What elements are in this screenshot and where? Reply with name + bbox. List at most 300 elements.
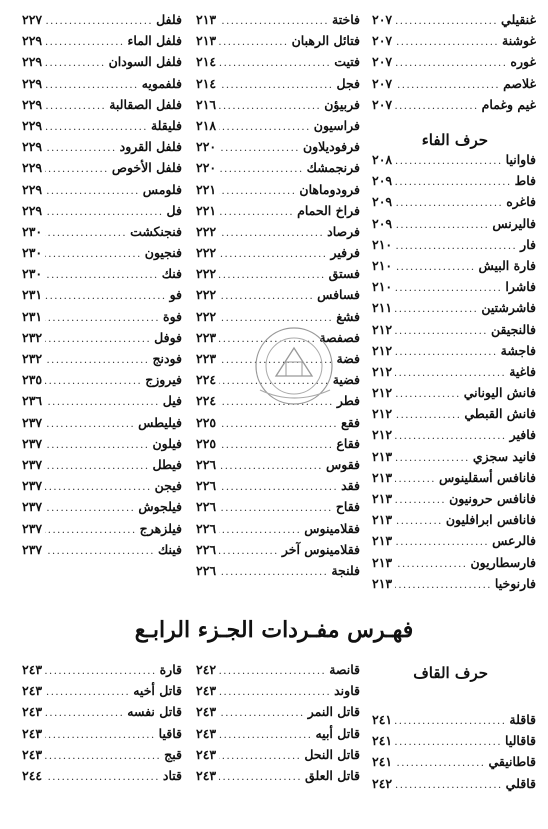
index-entry (22, 327, 182, 348)
dot-leader (45, 725, 156, 744)
dot-leader (219, 541, 279, 560)
entry-page-number: ٢٣١ (22, 287, 43, 303)
index-entry (196, 179, 360, 200)
dot-leader (395, 775, 503, 794)
entry-page-number: ٢١٢ (372, 342, 393, 358)
entry-term: فاغية (509, 363, 536, 379)
entry-term: فيلجوش (138, 499, 182, 515)
dot-leader (395, 490, 446, 509)
index-entry (372, 488, 536, 509)
index-entry (372, 170, 536, 191)
entry-term: قبج (164, 746, 182, 762)
index-entry (372, 424, 536, 445)
entry-page-number: ٢٢٢ (196, 266, 217, 282)
entry-page-number: ٢١٣ (372, 533, 393, 549)
entry-term: فانافس ابرافليون (445, 512, 536, 528)
entry-page-number: ٢٤٢ (196, 662, 217, 677)
entry-term: فنجيون (144, 245, 182, 261)
entry-term: فانش القبطي (464, 406, 536, 422)
index-entry (22, 157, 182, 178)
entry-page-number: ٢٣٧ (22, 456, 43, 472)
entry-term: فستق (328, 266, 360, 282)
entry-page-number: ٢٣٧ (22, 435, 43, 451)
entry-term: فيلون (152, 435, 182, 451)
entry-term: فرصاد (327, 223, 360, 239)
index-entry (196, 157, 360, 178)
entry-term: فل (166, 202, 182, 218)
entry-page-number: ٢٢٦ (196, 478, 217, 494)
entry-term: قاطانيقي (488, 754, 536, 770)
index-entry (196, 454, 360, 475)
dot-leader (219, 96, 321, 115)
entry-page-number: ٢٢٤ (196, 393, 217, 409)
entry-page-number: ٢٣٠ (22, 245, 43, 261)
entry-term: قاقلي (505, 775, 536, 791)
dot-leader (395, 384, 461, 403)
dot-leader (395, 342, 497, 361)
dot-leader (45, 96, 106, 115)
index-entry (22, 701, 182, 722)
entry-page-number: ٢٢٤ (196, 372, 217, 388)
index-entry (372, 509, 536, 530)
entry-term: فتيت (334, 54, 360, 70)
entry-term: فراسيون (313, 117, 360, 133)
index-entry (372, 94, 536, 115)
entry-term: فوة (163, 308, 182, 324)
index-entry (22, 221, 182, 242)
entry-page-number: ٢٢٦ (196, 499, 217, 515)
dot-leader (45, 456, 149, 475)
entry-term: قاوند (334, 683, 360, 699)
entry-term: فاليرنس (492, 215, 536, 231)
entry-page-number: ٢١٤ (196, 54, 217, 70)
index-entry (22, 496, 182, 517)
middle-column (196, 9, 360, 581)
dot-leader (45, 746, 161, 765)
dot-leader (395, 753, 485, 772)
entry-term: فلفل السودان (108, 54, 182, 70)
index-entry (196, 73, 360, 94)
section-heading-fa: حرف الفاء (421, 131, 488, 149)
entry-page-number: ٢٢٩ (22, 202, 43, 218)
dot-leader (219, 53, 331, 72)
entry-term: فيطل (152, 456, 182, 472)
index-entry (22, 765, 182, 786)
dot-leader (219, 138, 300, 157)
entry-page-number: ٢٤٢ (372, 775, 393, 791)
dot-leader (219, 11, 329, 30)
index-entry (22, 136, 182, 157)
entry-page-number: ٢٠٩ (372, 173, 393, 189)
entry-page-number: ٢٣٧ (22, 478, 43, 494)
right-column-top (372, 9, 536, 115)
entry-page-number: ٢١٣ (372, 448, 393, 464)
entry-page-number: ٢٤١ (372, 754, 393, 770)
index-entry (372, 340, 536, 361)
entry-term: قتاد (162, 767, 182, 783)
entry-page-number: ٢٢٢ (196, 223, 217, 239)
entry-term: فيجن (154, 478, 182, 494)
index-entry (372, 382, 536, 403)
entry-term: فاشرا (505, 279, 536, 295)
dot-leader (45, 202, 163, 221)
entry-page-number: ٢٢٩ (22, 139, 43, 155)
index-entry (196, 242, 360, 263)
index-entry (372, 751, 536, 772)
dot-leader (219, 32, 288, 51)
section-heading-qaf: حرف القاف (413, 664, 488, 682)
index-entry (22, 242, 182, 263)
index-entry (22, 518, 182, 539)
entry-page-number: ٢١٢ (372, 427, 393, 443)
entry-page-number: ٢١٣ (372, 512, 393, 528)
entry-term: غوشنة (502, 33, 536, 49)
dot-leader (219, 414, 338, 433)
dot-leader (395, 151, 502, 170)
entry-term: فاوانيا (505, 152, 536, 167)
entry-page-number: ٢٠٩ (372, 194, 393, 210)
dot-leader (45, 703, 124, 722)
dot-leader (45, 329, 151, 348)
dot-leader (45, 498, 135, 517)
entry-page-number: ٢٣٧ (22, 499, 43, 515)
right-column-fa (372, 149, 536, 594)
entry-term: فرفير (330, 245, 360, 261)
entry-term: فطر (336, 393, 360, 409)
entry-term: فلنجة (331, 562, 360, 578)
index-entry (22, 73, 182, 94)
dot-leader (219, 265, 326, 284)
dot-leader (395, 257, 475, 276)
dot-leader (219, 223, 324, 242)
entry-term: فلفل الصقالبة (109, 96, 182, 112)
index-entry (22, 306, 182, 327)
entry-term: فارسطاريون (470, 554, 536, 570)
dot-leader (219, 286, 314, 305)
library-seal-watermark (246, 318, 342, 414)
entry-page-number: ٢٢٢ (196, 287, 217, 303)
index-entry (22, 744, 182, 765)
dot-leader (45, 350, 149, 369)
entry-page-number: ٢٢٩ (22, 117, 43, 133)
index-entry (22, 659, 182, 680)
dot-leader (45, 32, 124, 51)
dot-leader (45, 308, 160, 327)
entry-term: غنقيلي (501, 12, 536, 27)
entry-page-number: ٢٠٨ (372, 152, 393, 167)
dot-leader (395, 215, 489, 234)
entry-page-number: ٢٠٧ (372, 12, 393, 27)
entry-page-number: ٢١٦ (196, 96, 217, 112)
dot-leader (45, 392, 160, 411)
index-entry (372, 297, 536, 318)
entry-term: فيروزج (145, 372, 182, 388)
dot-leader (219, 725, 312, 744)
index-entry (22, 412, 182, 433)
entry-term: فالرعس (492, 533, 536, 549)
index-entry (196, 200, 360, 221)
entry-term: فافير (509, 427, 536, 443)
entry-page-number: ٢٤٣ (22, 683, 43, 699)
entry-page-number: ٢٢٦ (196, 541, 217, 557)
entry-term: فلومس (142, 181, 182, 197)
dot-leader (45, 286, 166, 305)
index-entry (22, 263, 182, 284)
entry-page-number: ٢٢٠ (196, 139, 217, 155)
dot-leader (395, 554, 467, 573)
index-entry (22, 30, 182, 51)
index-entry (22, 390, 182, 411)
entry-term: غيم وغمام (481, 96, 536, 112)
index-entry (196, 412, 360, 433)
entry-term: فاط (514, 173, 536, 189)
entry-term: قاتل النمر (307, 704, 360, 720)
entry-page-number: ٢٣٠ (22, 223, 43, 239)
index-entry (372, 403, 536, 424)
entry-term: قاقاليا (505, 733, 536, 749)
index-entry (22, 539, 182, 560)
entry-page-number: ٢٢٣ (196, 329, 217, 345)
entry-page-number: ٢١٠ (372, 257, 393, 273)
entry-page-number: ٢١٣ (372, 469, 393, 485)
dot-leader (219, 181, 296, 200)
entry-page-number: ٢٣٧ (22, 520, 43, 536)
entry-page-number: ٢٣٢ (22, 329, 43, 345)
dot-leader (219, 75, 333, 94)
index-entry (22, 9, 182, 30)
dot-leader (395, 96, 479, 115)
dot-leader (219, 159, 304, 178)
entry-page-number: ٢٣٧ (22, 414, 43, 430)
entry-page-number: ٢٤٣ (196, 767, 217, 783)
index-entry (196, 701, 360, 722)
entry-page-number: ٢٢٠ (196, 160, 217, 176)
entry-term: فقلامينوس (304, 520, 360, 536)
dot-leader (45, 117, 148, 136)
index-entry (372, 30, 536, 51)
dot-leader (45, 11, 153, 30)
index-entry (22, 433, 182, 454)
dot-leader (395, 575, 492, 594)
entry-page-number: ٢٣٠ (22, 266, 43, 282)
index-entry (22, 348, 182, 369)
dot-leader (395, 711, 506, 730)
index-entry (372, 73, 536, 94)
dot-leader (395, 532, 489, 551)
entry-term: فوفل (154, 329, 182, 345)
index-entry (22, 723, 182, 744)
index-entry (372, 573, 536, 594)
entry-term: فجل (336, 75, 360, 91)
index-entry (372, 276, 536, 297)
index-entry (196, 115, 360, 136)
entry-page-number: ٢١٠ (372, 279, 393, 295)
index-entry (22, 284, 182, 305)
entry-page-number: ٢٤٣ (196, 704, 217, 720)
dot-leader (219, 456, 323, 475)
index-entry (372, 467, 536, 488)
entry-page-number: ٢٤٣ (196, 683, 217, 699)
index-entry (372, 149, 536, 170)
entry-page-number: ٢٢٩ (22, 75, 43, 91)
index-entry (196, 496, 360, 517)
entry-term: فسافس (317, 287, 360, 303)
index-entry (22, 115, 182, 136)
entry-term: فانافس أسقلينوس (438, 469, 536, 485)
entry-page-number: ٢٢٧ (22, 12, 43, 27)
entry-term: فلفمويه (141, 75, 182, 91)
entry-term: فو (169, 287, 182, 303)
dot-leader (45, 682, 130, 701)
dot-leader (45, 223, 127, 242)
dot-leader (219, 703, 305, 722)
entry-term: فودنج (152, 351, 182, 366)
dot-leader (219, 767, 302, 786)
entry-term: فليقلة (150, 117, 182, 133)
index-entry (372, 773, 536, 794)
index-entry (196, 539, 360, 560)
index-entry (196, 9, 360, 30)
entry-page-number: ٢٤٣ (22, 725, 43, 741)
index-entry (196, 659, 360, 680)
dot-leader (395, 53, 507, 72)
index-entry (22, 179, 182, 200)
entry-page-number: ٢٢٩ (22, 160, 43, 176)
entry-term: قانصة (329, 662, 360, 677)
dot-leader (45, 520, 137, 539)
dot-leader (45, 371, 142, 390)
index-entry (196, 136, 360, 157)
dot-leader (45, 661, 156, 680)
entry-term: فرنجمشك (306, 160, 360, 176)
entry-page-number: ٢٢٥ (196, 414, 217, 430)
entry-page-number: ٢٠٧ (372, 75, 393, 91)
dot-leader (395, 405, 461, 424)
entry-page-number: ٢١٣ (196, 12, 217, 27)
index-entry (22, 369, 182, 390)
dot-leader (395, 448, 470, 467)
entry-page-number: ٢٤١ (372, 733, 393, 749)
dot-leader (395, 469, 436, 488)
dot-leader (395, 363, 506, 382)
entry-page-number: ٢١٣ (372, 575, 393, 591)
dot-leader (395, 172, 511, 191)
index-entry (372, 552, 536, 573)
index-entry (22, 680, 182, 701)
entry-page-number: ٢٣٦ (22, 393, 43, 409)
qaf-middle-column (196, 659, 360, 786)
dot-leader (45, 414, 135, 433)
entry-term: فضة (336, 351, 360, 366)
dot-leader (395, 732, 502, 751)
entry-page-number: ٢١٠ (372, 236, 393, 252)
index-entry (372, 213, 536, 234)
entry-page-number: ٢٢٥ (196, 435, 217, 451)
index-entry (372, 730, 536, 751)
dot-leader (219, 746, 301, 765)
left-column (22, 9, 182, 560)
index-entry (372, 9, 536, 30)
index-entry (196, 284, 360, 305)
index-entry (22, 94, 182, 115)
dot-leader (45, 75, 139, 94)
qaf-right-column (372, 709, 536, 794)
entry-page-number: ٢٠٧ (372, 54, 393, 70)
index-entry (22, 475, 182, 496)
entry-term: قاتل أبيه (315, 725, 360, 741)
index-entry (372, 191, 536, 212)
entry-term: فلفل القرود (119, 139, 182, 155)
dot-leader (219, 244, 327, 263)
entry-term: فربيؤن (324, 96, 360, 112)
dot-leader (219, 477, 338, 496)
entry-term: فلفل الأخوص (111, 160, 182, 176)
entry-term: فار (520, 236, 536, 252)
index-entry (196, 765, 360, 786)
dot-leader (219, 202, 294, 221)
entry-page-number: ٢٤٣ (22, 662, 43, 677)
dot-leader (45, 477, 152, 496)
dot-leader (45, 53, 105, 72)
index-entry (22, 454, 182, 475)
entry-term: فقاح (335, 499, 360, 515)
index-entry (196, 723, 360, 744)
entry-term: فنجنكشت (130, 223, 182, 239)
entry-term: فنك (161, 266, 182, 282)
entry-page-number: ٢٢٩ (22, 54, 43, 70)
entry-term: فشغ (336, 308, 360, 324)
index-entry (22, 51, 182, 72)
entry-page-number: ٢٠٧ (372, 96, 393, 112)
entry-term: فضية (332, 372, 360, 388)
entry-term: فيلزهرج (139, 520, 182, 536)
dot-leader (45, 181, 140, 200)
entry-page-number: ٢٢٢ (196, 245, 217, 261)
entry-page-number: ٢٢٦ (196, 520, 217, 536)
index-entry (372, 446, 536, 467)
entry-term: فقع (341, 414, 360, 430)
dot-leader (395, 511, 443, 530)
entry-page-number: ٢٢٣ (196, 351, 217, 366)
entry-page-number: ٢٠٧ (372, 33, 393, 49)
index-entry (372, 51, 536, 72)
entry-term: فاغره (506, 194, 536, 210)
entry-term: قارة (159, 662, 182, 677)
entry-term: فلفل (156, 12, 182, 27)
dot-leader (219, 117, 311, 136)
dot-leader (395, 236, 517, 255)
entry-term: فيليطس (138, 414, 182, 430)
entry-term: فارة البيش (478, 257, 536, 273)
entry-term: فانيد سجزي (472, 448, 536, 464)
dot-leader (395, 278, 502, 297)
entry-term: فاختة (332, 12, 360, 27)
dot-leader (395, 11, 498, 30)
entry-term: غلاصم (503, 75, 536, 91)
entry-page-number: ٢٠٩ (372, 215, 393, 231)
entry-page-number: ٢٤٣ (196, 725, 217, 741)
index-entry (196, 475, 360, 496)
entry-page-number: ٢٤٣ (22, 746, 43, 762)
entry-page-number: ٢٤٣ (22, 704, 43, 720)
entry-page-number: ٢١٨ (196, 117, 217, 133)
index-entry (196, 433, 360, 454)
entry-term: فاشرشتين (481, 300, 536, 316)
entry-page-number: ٢٣٢ (22, 351, 43, 366)
entry-term: فلفل الماء (127, 33, 182, 49)
dot-leader (45, 435, 149, 454)
entry-term: فقلامينوس آخر (281, 541, 360, 557)
